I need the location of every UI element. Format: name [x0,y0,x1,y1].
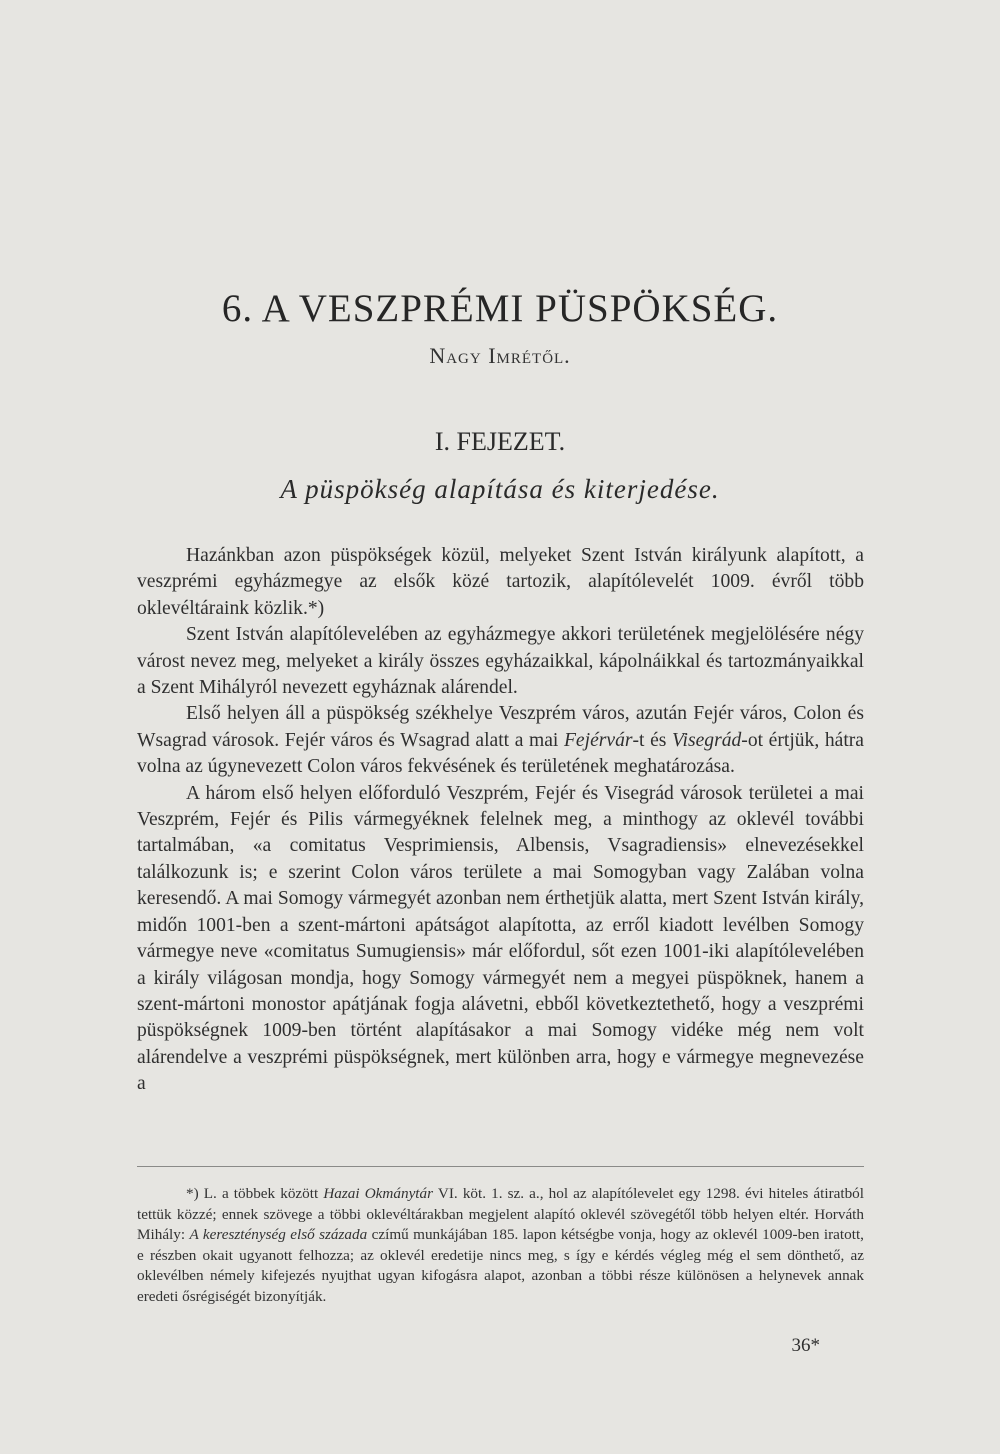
footnote-italic-okmanytar: Hazai Okmánytár [323,1185,434,1202]
chapter-subtitle: A püspökség alapítása és kiterjedése. [280,474,720,504]
paragraph-3-part-c: -ot értjük, hátra volna az úgynevezett Colon város fekvésének és területének meghatározása. [137,729,864,778]
footnote-part-b: VI. köt. 1. sz. a., hol az alapítólevelet egy 1298. évi hiteles átiratból tettük közzé; ennek szövege a többi oklevéltárakban megjelent alapító oklevél szövegétől több helyen eltér. Horváth Mihály: [137,1185,864,1244]
footnote-part-a: *) L. a többek között [186,1185,324,1202]
footnote-text [137,1184,864,1308]
paragraph-3-part-b: -t és [632,729,672,751]
page-number: 36* [791,1335,820,1356]
footnote-divider [137,1166,864,1167]
paragraph-2: Szent István alapítólevelében az egyházmegye akkori területének megjelölésére négy várost nevez meg, melyeket a király összes egyházaikkal, kápolnáikkal és tartozmányaikkal a Szent Mihályról nevezett egyháznak alárendel. [137,624,864,699]
paragraph-3 [137,701,864,780]
body-text [137,543,864,1098]
paragraph-3-part-a: Első helyen áll a püspökség székhelye Veszprém város, azután Fejér város, Colon és Wsagrad városok. Fejér város és Wsagrad alatt a mai [137,703,864,751]
author-line: Nagy Imrétől. [429,343,571,368]
paragraph-3-italic-visegrad: Visegrád [672,729,742,751]
chapter-heading: I. FEJEZET. [434,427,566,456]
paragraph-1: Hazánkban azon püspökségek közül, melyeket Szent István királyunk alapított, a veszprémi egyházmegye az elsők közé tartozik, alapítólevelét 1009. évről több oklevéltáraink közlik.*) [137,545,864,619]
footnote [137,1184,864,1308]
footnote-italic-kereszteny: A kereszténység első százada [189,1226,368,1244]
paragraph-4: A három első helyen előforduló Veszprém, Fejér és Visegrád városok területei a mai Veszprém, Fejér és Pilis vármegyéknek felelnek meg, a minthogy az oklevél további tartalmában, «a comitatus Vesprimiensis, Albensis, Vsagradiensis» elnevezésekkel találkozunk is; e szerint Colon város területe a mai Somogyban vagy Zalában volna keresendő. A mai Somogy vármegyét azonban nem érthetjük alatta, mert Szent István király, midőn 1001-ben a szent-mártoni apátságot alapította, az erről kiadott levélben Somogy vármegye neve «comitatus Sumugiensis» már előfordul, sőt ezen 1001-iki alapítólevelében a király világosan mondja, hogy Somogy vármegyét nem a megyei püspöknek, hanem a szent-mártoni monostor apátjának fogja alávetni, ebből következtethető, hogy a veszprémi püspökségnek 1009-ben történt alapításakor a mai Somogy vidéke még nem volt alárendelve a veszprémi püspökségnek, mert különben arra, hogy e vármegye megnevezése a [137,782,864,1095]
article-title: 6. A VESZPRÉMI PÜSPÖKSÉG. [221,287,779,330]
footnote-part-c: czímű munkájában 185. lapon kétségbe vonja, hogy az oklevél 1009-ben iratott, e részben okait ugyanott felhozza; az oklevél eredetije nincs meg, s így e kérdés végleg még el sem dönthető, az oklevélben némely kifejezés nyujthat ugyan kifogásra alapot, azonban a többi része különösen a helynevek annak eredeti ősrégiségét bizonyítják. [137,1226,864,1305]
paragraph-3-italic-fejervar: Fejérvár [563,729,633,751]
